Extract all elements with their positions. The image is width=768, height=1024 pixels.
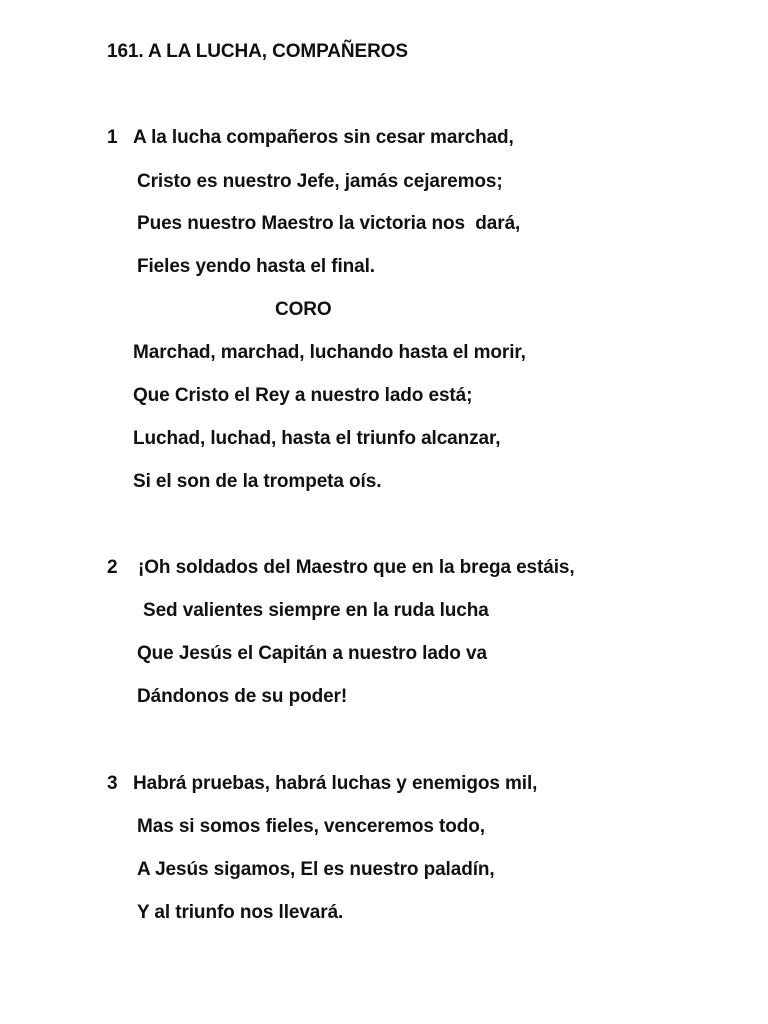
verse-line: Pues nuestro Maestro la victoria nos dará, [137,213,521,234]
verse-line: Mas si somos fieles, venceremos todo, [137,816,485,837]
chorus-line: Que Cristo el Rey a nuestro lado está; [133,385,473,406]
hymn-title: 161. A LA LUCHA, COMPAÑEROS [107,41,408,62]
verse-line: Sed valientes siempre en la ruda lucha [143,600,489,621]
verse-number: 3 [107,773,118,794]
verse-line: Cristo es nuestro Jefe, jamás cejaremos; [137,171,503,192]
chorus-line: Luchad, luchad, hasta el triunfo alcanzar, [133,428,501,449]
verse-line: Que Jesús el Capitán a nuestro lado va [137,643,487,664]
verse-line: Fieles yendo hasta el final. [137,256,375,277]
verse-line: Y al triunfo nos llevará. [137,902,344,923]
chorus-line: Marchad, marchad, luchando hasta el morir, [133,342,526,363]
verse-number: 2 [107,557,118,578]
verse-line: A la lucha compañeros sin cesar marchad, [133,127,514,148]
verse-line: Habrá pruebas, habrá luchas y enemigos mil, [133,773,538,794]
chorus-heading: CORO [275,299,332,320]
chorus-line: Si el son de la trompeta oís. [133,471,382,492]
verse-line: ¡Oh soldados del Maestro que en la brega estáis, [138,557,575,578]
verse-number: 1 [107,127,118,148]
verse-line: Dándonos de su poder! [137,686,348,707]
verse-line: A Jesús sigamos, El es nuestro paladín, [137,859,495,880]
